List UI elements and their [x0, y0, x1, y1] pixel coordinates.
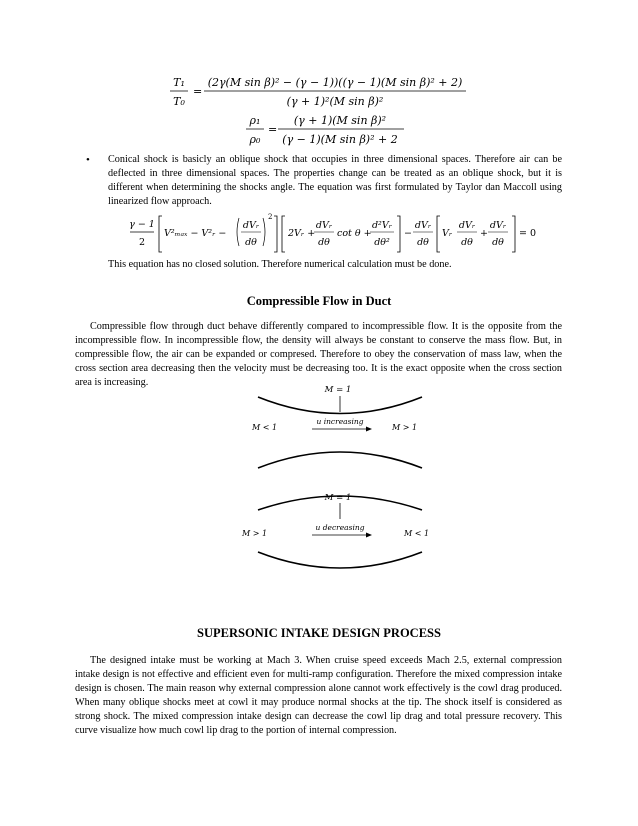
dtheta-1: dθ — [245, 237, 257, 248]
conical-shock-paragraph: Conical shock is basicly an oblique shock that occupies in three dimensional spaces. Therefore air can be deflected in three dimensional spaces. The properties change can be treated as an oblique shock, but it is different when determining the shocks angle. The equation was first formulated by Taylor dan Maccoll using linearized flow approach. — [108, 154, 562, 207]
plus-sign: + — [480, 228, 488, 239]
t1-symbol: T₁ — [173, 76, 185, 89]
m-less-1-left: M < 1 — [252, 423, 278, 432]
lower-wall — [258, 452, 422, 468]
closed-solution-note: This equation has no closed solution. Therefore numerical calculation must be done. — [108, 259, 452, 270]
two-vr-term: 2Vᵣ + — [288, 228, 316, 239]
dvr-5: dVᵣ — [489, 220, 507, 231]
u-increasing-label: u increasing — [316, 417, 364, 426]
arrowhead-bottom — [366, 533, 372, 538]
dvr-1: dVᵣ — [242, 220, 260, 231]
square-exponent: 2 — [268, 213, 273, 221]
diverging-duct-diagram — [238, 488, 438, 576]
t0-symbol: T₀ — [173, 95, 185, 108]
section-title-compressible-flow: Compressible Flow in Duct — [246, 294, 392, 308]
coef-denominator: 2 — [138, 237, 146, 248]
density-numerator: (γ + 1)(M sin β)² — [293, 114, 387, 127]
equals-sign: = — [268, 123, 278, 136]
dtheta-5: dθ — [492, 237, 504, 248]
vmax-term: V²ₘₐₓ − V²ᵣ − — [164, 228, 227, 239]
m-greater-1-left: M > 1 — [242, 529, 268, 538]
minus-sign: − — [404, 228, 412, 239]
dvr-4: dVᵣ — [458, 220, 476, 231]
coef-numerator: γ − 1 — [129, 219, 155, 230]
taylor-maccoll-equation — [108, 210, 537, 258]
lower-wall — [258, 552, 422, 568]
equals-sign: = — [193, 85, 203, 98]
supersonic-intake-paragraph: The designed intake must be working at Mach 3. When cruise speed exceeds Mach 2.5, external compression intake design is not effective and efficient even for multi-ramp configuration. Therefore the mixed compression intake design is chosen. The main reason why external compression alone cannot work effectively is the cowl drag produced. When many oblique shocks meet at cowl it may produce normal shocks at the tip. The shock itself is considered as strong shock. The mixed compression intake design can decrease the cowl lip drag and total pressure recovery. This curve visualize how much cowl lip drag to the portion of internal compression. — [75, 655, 562, 736]
temperature-denominator: (γ + 1)²(M sin β)² — [286, 95, 384, 108]
rho1-symbol: ρ₁ — [249, 114, 261, 127]
dvr-3: dVᵣ — [414, 220, 432, 231]
density-ratio-equation — [240, 108, 410, 152]
m-greater-1-right: M > 1 — [392, 423, 418, 432]
vr-term: Vᵣ — [442, 228, 453, 239]
equals-zero: = 0 — [519, 228, 537, 239]
u-decreasing-label: u decreasing — [315, 523, 365, 532]
dtheta2-1: dθ² — [374, 237, 390, 248]
dvr-2: dVᵣ — [315, 220, 333, 231]
dtheta-4: dθ — [461, 237, 473, 248]
density-denominator: (γ − 1)(M sin β)² + 2 — [282, 133, 398, 146]
m-equals-1-top: M = 1 — [324, 385, 352, 395]
section-title-supersonic-intake: SUPERSONIC INTAKE DESIGN PROCESS — [197, 626, 441, 640]
m-less-1-right: M < 1 — [404, 529, 430, 538]
m-equals-1-bottom: M = 1 — [324, 493, 352, 503]
arrowhead-top — [366, 427, 372, 432]
temperature-numerator: (2γ(M sin β)² − (γ − 1))((γ − 1)(M sin β)² + 2) — [207, 76, 463, 89]
converging-duct-diagram — [238, 382, 438, 472]
d2vr-1: d²Vᵣ — [371, 220, 393, 231]
rho0-symbol: ρ₀ — [249, 133, 261, 146]
cot-term: cot θ + — [337, 228, 372, 239]
dtheta-2: dθ — [318, 237, 330, 248]
compressible-flow-paragraph: Compressible flow through duct behave differently compared to incompressible flow. It is the opposite from the incompressible flow. In incompressible flow, the density will always be constant to conserve the mass flow. But, in compressible flow, the air can be expanded or compresed. Therefore to obey the conservation of mass law, when the cross section area decreasing then the velocity must be decreasing too. It is the exact opposite when the cross section area is increasing. — [75, 321, 562, 388]
dtheta-3: dθ — [417, 237, 429, 248]
bullet-symbol: • — [86, 154, 90, 166]
